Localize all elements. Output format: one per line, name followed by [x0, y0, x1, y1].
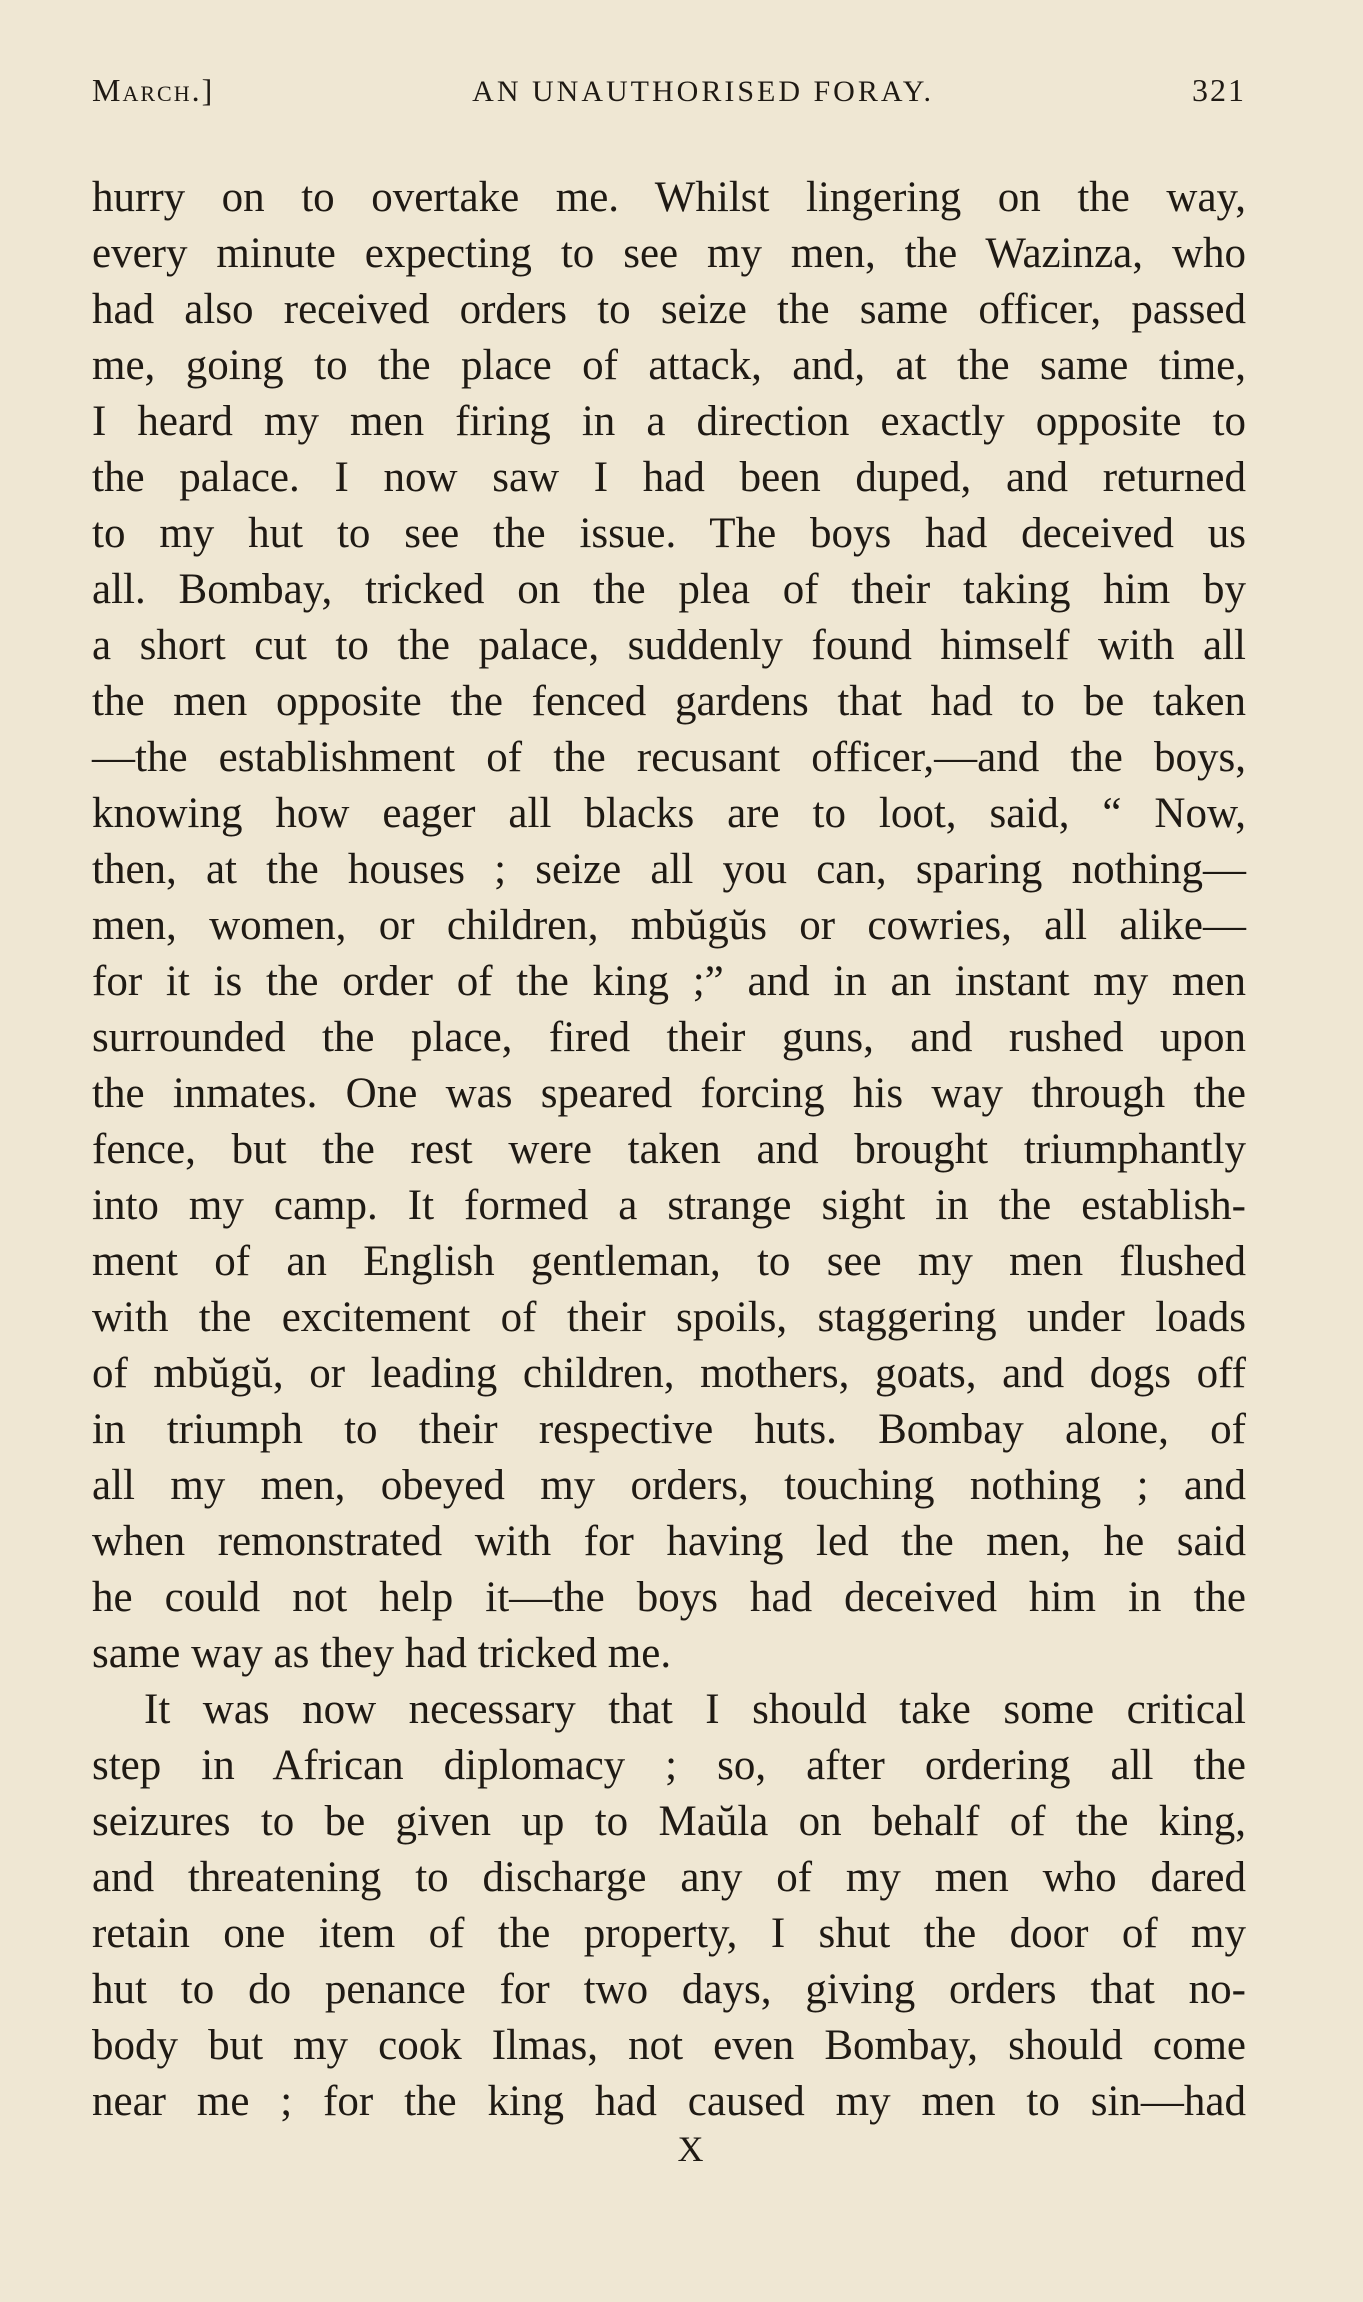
text-line: into my camp. It formed a strange sight in the establish-	[92, 1182, 1246, 1229]
running-head	[92, 72, 1246, 132]
text-line: seizures to be given up to Maŭla on behalf of the king,	[92, 1798, 1246, 1845]
text-line: me, going to the place of attack, and, at the same time,	[92, 342, 1246, 389]
text-line: surrounded the place, fired their guns, and rushed upon	[92, 1014, 1246, 1061]
text-line: all. Bombay, tricked on the plea of their taking him by	[92, 566, 1246, 613]
text-line: —the establishment of the recusant officer,—and the boys,	[92, 734, 1246, 781]
text-line: all my men, obeyed my orders, touching nothing ; and	[92, 1462, 1246, 1509]
text-line: retain one item of the property, I shut the door of my	[92, 1910, 1246, 1957]
text-line: the men opposite the fenced gardens that had to be taken	[92, 678, 1246, 725]
text-line: for it is the order of the king ;” and in an instant my men	[92, 958, 1246, 1005]
running-head-title: AN UNAUTHORISED FORAY.	[472, 75, 935, 108]
text-line: every minute expecting to see my men, the Wazinza, who	[92, 230, 1246, 277]
text-line: when remonstrated with for having led the men, he said	[92, 1518, 1246, 1565]
paragraph-end-line: same way as they had tricked me.	[92, 1630, 672, 1677]
body-text	[92, 170, 1246, 2130]
text-line: knowing how eager all blacks are to loot, said, “ Now,	[92, 790, 1246, 837]
signature-mark: X	[677, 2129, 706, 2169]
text-line: step in African diplomacy ; so, after ordering all the	[92, 1742, 1246, 1789]
text-line: to my hut to see the issue. The boys had deceived us	[92, 510, 1246, 557]
text-line: in triumph to their respective huts. Bombay alone, of	[92, 1406, 1246, 1453]
text-line: with the excitement of their spoils, staggering under loads	[92, 1294, 1246, 1341]
page-number: 321	[1192, 72, 1246, 108]
text-line: the inmates. One was speared forcing his way through the	[92, 1070, 1246, 1117]
text-line: of mbŭgŭ, or leading children, mothers, goats, and dogs off	[92, 1350, 1246, 1397]
text-line: ment of an English gentleman, to see my men flushed	[92, 1238, 1246, 1285]
text-line: fence, but the rest were taken and brought triumphantly	[92, 1126, 1246, 1173]
text-line: the palace. I now saw I had been duped, and returned	[92, 454, 1246, 501]
running-head-month: March.]	[92, 72, 215, 108]
paragraph-start-line: It was now necessary that I should take some critical	[144, 1686, 1246, 1733]
text-line: and threatening to discharge any of my men who dared	[92, 1854, 1246, 1901]
text-line: he could not help it—the boys had deceived him in the	[92, 1574, 1246, 1621]
text-line: hurry on to overtake me. Whilst lingering on the way,	[92, 174, 1246, 221]
text-line: men, women, or children, mbŭgŭs or cowries, all alike—	[92, 902, 1246, 949]
text-line: I heard my men firing in a direction exactly opposite to	[92, 398, 1246, 445]
text-line: a short cut to the palace, suddenly found himself with all	[92, 622, 1246, 669]
text-line: had also received orders to seize the same officer, passed	[92, 286, 1246, 333]
text-line: near me ; for the king had caused my men to sin—had	[92, 2078, 1246, 2125]
text-line: hut to do penance for two days, giving orders that no-	[92, 1966, 1246, 2013]
text-line: then, at the houses ; seize all you can, sparing nothing—	[92, 846, 1246, 893]
text-line: body but my cook Ilmas, not even Bombay, should come	[92, 2022, 1246, 2069]
